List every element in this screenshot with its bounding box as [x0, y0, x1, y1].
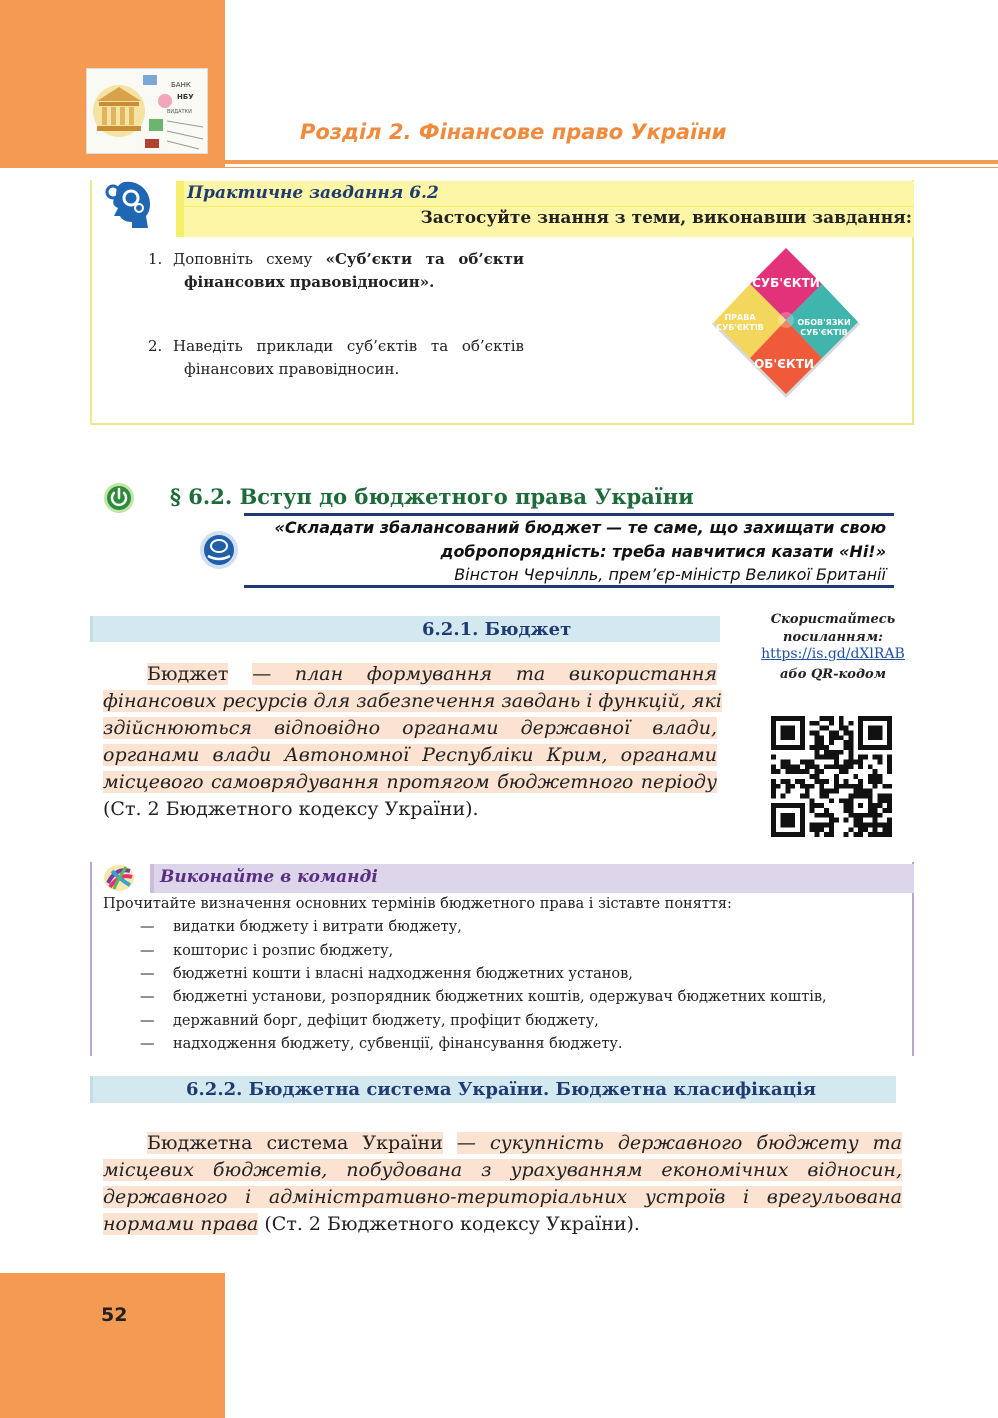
logo-text-nbu: НБУ	[177, 93, 194, 101]
qr-caption-line-3: або QR-кодом	[779, 667, 887, 682]
puzzle-label-rights-2: СУБ'ЄКТІВ	[716, 323, 764, 332]
puzzle-label-objects: ОБ'ЄКТИ	[754, 357, 814, 371]
definition-line	[103, 1130, 902, 1157]
header-rule-thin	[225, 167, 998, 168]
subsection-title-budget: 6.2.1. Бюджет	[422, 619, 572, 640]
brain-hand-icon	[199, 530, 239, 570]
qr-link[interactable]: https://is.gd/dXlRAB	[761, 646, 905, 662]
task-item-number: 1.	[148, 250, 163, 268]
list-dash: —	[140, 943, 155, 959]
definition-text: державного і адміністративно-територіальних устроїв і врегульована	[103, 1186, 902, 1208]
task-item-text: Доповніть схему	[173, 250, 313, 268]
definition-line	[103, 1184, 902, 1211]
page-number: 52	[101, 1304, 128, 1326]
team-list-item	[140, 943, 393, 959]
task-item-text: Наведіть приклади суб’єктів та об’єктів	[173, 337, 524, 355]
task-item-continuation: фінансових правовідносин».	[184, 273, 435, 291]
definition-text: нормами права	[103, 1213, 259, 1235]
subjects-objects-puzzle	[706, 244, 866, 404]
header-rule	[225, 160, 998, 164]
definition-term: Бюджет	[147, 663, 229, 685]
puzzle-label-rights-1: ПРАВА	[724, 313, 756, 322]
head-gears-icon	[104, 178, 156, 232]
list-dash: —	[140, 966, 155, 982]
quote-rule-top	[244, 513, 894, 516]
definition-text: місцевого самоврядування протягом бюджетного періоду	[103, 771, 717, 793]
practical-task-subtitle: Застосуйте знання з теми, виконавши завдання:	[420, 208, 912, 228]
list-item-text: бюджетні установи, розпорядник бюджетних коштів, одержувач бюджетних коштів,	[173, 989, 827, 1005]
list-dash: —	[140, 919, 155, 935]
task-item-bold: «Суб’єкти та об’єкти	[325, 250, 524, 268]
qr-code-image[interactable]	[771, 716, 892, 837]
logo-text-bank: БАНК	[171, 81, 191, 89]
qr-caption-line-1: Скористайтесь	[770, 612, 896, 627]
practical-task-header-divider	[176, 206, 914, 207]
footer-orange-band	[0, 1273, 225, 1418]
team-task-title: Виконайте в команді	[160, 867, 378, 887]
definition-line	[103, 688, 722, 715]
definition-text: фінансових ресурсів для забезпечення завдань і функцій, які	[103, 690, 722, 712]
definition-text: здійснюються відповідно органами державної влади,	[103, 717, 717, 739]
list-item-text: надходження бюджету, субвенції, фінансування бюджету.	[173, 1036, 623, 1052]
puzzle-label-subjects: СУБ'ЄКТИ	[752, 276, 820, 290]
list-dash: —	[140, 1013, 155, 1029]
list-item-text: бюджетні кошти і власні надходження бюджетних установ,	[173, 966, 633, 982]
chapter-title: Розділ 2. Фінансове право України	[300, 120, 727, 144]
definition-source: (Ст. 2 Бюджетного кодексу України).	[264, 1213, 640, 1235]
list-item-text: державний борг, дефіцит бюджету, профіцит бюджету,	[173, 1013, 599, 1029]
power-icon	[103, 482, 135, 514]
team-list-item	[140, 989, 827, 1005]
quote-line-1: «Складати збалансований бюджет — те саме, що захищати свою	[274, 518, 886, 537]
definition-text: — сукупність державного бюджету та	[456, 1132, 902, 1154]
list-item-text: кошторис і розпис бюджету,	[173, 943, 394, 959]
team-colors-icon	[102, 863, 136, 893]
team-list-item	[140, 1036, 623, 1052]
definition-text: — план формування та використання	[252, 663, 717, 685]
list-item-text: видатки бюджету і витрати бюджету,	[173, 919, 462, 935]
definition-line	[103, 769, 717, 796]
list-dash: —	[140, 989, 155, 1005]
practical-task-title: Практичне завдання 6.2	[187, 183, 439, 203]
chapter-logo	[86, 68, 208, 154]
section-title: § 6.2. Вступ до бюджетного права України	[170, 484, 694, 509]
team-list-item	[140, 1013, 599, 1029]
definition-source: (Ст. 2 Бюджетного кодексу України).	[103, 798, 479, 820]
budget-system-definition	[103, 1130, 902, 1238]
task-item-number: 2.	[148, 337, 163, 355]
list-dash: —	[140, 1036, 155, 1052]
definition-text: місцевих бюджетів, побудована з урахуванням економічних відносин,	[103, 1159, 902, 1181]
logo-text-expenses: ВИДАТКИ	[167, 109, 192, 115]
task-item-1	[148, 248, 524, 294]
definition-line	[103, 1211, 902, 1238]
team-list-item	[140, 919, 462, 935]
puzzle-label-duties-1: ОБОВ'ЯЗКИ	[797, 318, 851, 327]
quote-line-2: добропорядність: треба навчитися казати «Ні!»	[440, 542, 886, 561]
team-list-item	[140, 966, 633, 982]
subsection-title-budget-system: 6.2.2. Бюджетна система України. Бюджетна класифікація	[186, 1079, 817, 1100]
definition-line	[103, 715, 717, 742]
budget-definition	[103, 661, 722, 823]
team-task-intro: Прочитайте визначення основних термінів бюджетного права і зіставте поняття:	[103, 896, 732, 912]
definition-line	[103, 1157, 902, 1184]
quote-author: Вінстон Черчілль, прем’єр-міністр Великої Британії	[454, 565, 886, 584]
definition-line	[103, 661, 717, 688]
puzzle-label-duties-2: СУБ'ЄКТІВ	[800, 328, 848, 337]
definition-term: Бюджетна система України	[147, 1132, 443, 1154]
subsection-bar-budget	[90, 616, 720, 642]
qr-caption-line-2: посиланням:	[783, 630, 883, 645]
definition-text: органами влади Автономної Республіки Крим, органами	[103, 744, 717, 766]
task-item-continuation: фінансових правовідносин.	[184, 360, 400, 378]
task-item-line	[148, 248, 524, 271]
definition-line	[103, 742, 717, 769]
task-item-2	[148, 335, 524, 381]
quote-rule-bottom	[244, 585, 894, 588]
